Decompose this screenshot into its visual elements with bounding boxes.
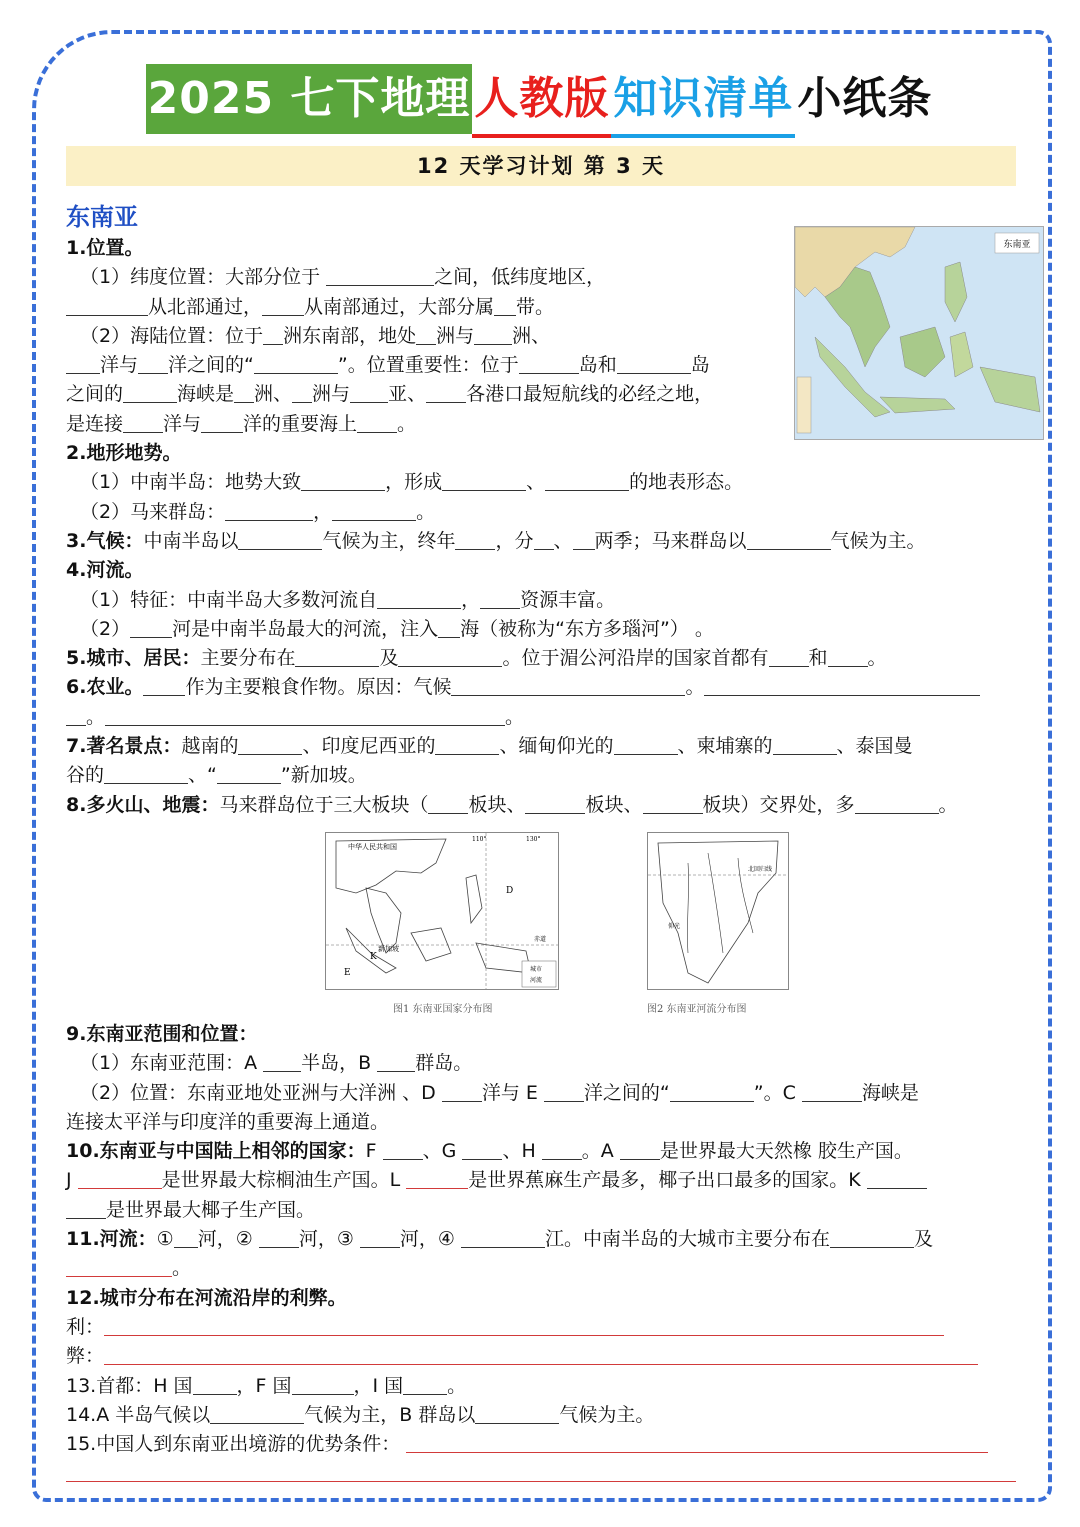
section-title: 东南亚 [66,203,138,231]
q9-heading: 9.东南亚范围和位置： [66,1023,258,1045]
fig2-label-yangon: 仰光 [668,923,681,930]
figure-2-caption: 图2 东南亚河流分布图 [647,1004,747,1015]
q9-line3: 连接太平洋与印度洋的重要海上通道。 [66,1110,390,1133]
fig1-label-singapore: 新加坡 [378,945,399,953]
q10-line2: J 是世界最大棕榈油生产国。L 是世界蕉麻生产最多，椰子出口最多的国家。K [66,1166,1026,1195]
q15-line2 [66,1459,1026,1488]
title-part-notes: 小纸条 [797,73,933,124]
q7-line2: 谷的 、“ ”新加坡。 [66,764,367,787]
q4-line2: （2） 河是中南半岛最大的河流，注入 海（被称为“东方多瑙河”） 。 [80,617,714,640]
content-lower [66,1020,1026,1489]
fig1-label-e: E [344,968,351,978]
fig1-label-china: 中华人民共和国 [348,843,397,851]
title-part-checklist: 知识清单 [611,64,795,138]
q6-line2: 。 。 [66,703,1016,732]
fig1-label-110: 110° [472,836,487,843]
q8-line: 8.多火山、地震：马来群岛位于三大板块（ 板块、 板块、 板块）交界处，多 。 [66,793,958,816]
fig2-image [648,833,788,989]
figure-group [325,832,795,1018]
title-part-edition: 人教版 [472,64,611,138]
q3-line: 3.气候：中南半岛以 气候为主，终年 ，分 、 两季；马来群岛以 气候为主。 [66,529,926,552]
q1-line5: 之间的 海峡是 洲、 洲与 亚、 各港口最短航线的必经之地， [66,383,714,406]
q10-line3: 是世界最大椰子生产国。 [66,1196,1026,1225]
study-plan-banner: 12 天学习计划 第 3 天 [66,146,1016,186]
q12-heading: 12.城市分布在河流沿岸的利弊。 [66,1286,347,1309]
q2-line1: （1）中南半岛：地势大致 ，形成 、 的地表形态。 [80,471,744,494]
q1-line3: （2）海陆位置：位于 洲东南部，地处 洲与 洲、 [80,324,551,347]
q7-line1: 7.著名景点：越南的 、印度尼西亚的 、缅甸仰光的 、柬埔寨的 、泰国曼 [66,735,913,758]
content-upper [66,200,1016,820]
fig1-label-k: K [370,952,377,962]
q14-line: 14.A 半岛气候以 气候为主，B 群岛以 气候为主。 [66,1403,655,1426]
fig1-label-d: D [506,886,514,896]
page-title [0,64,1080,138]
q4-line1: （1）特征：中南半岛大多数河流自 ， 资源丰富。 [80,588,616,611]
q13-line: 13.首都：H 国 ，F 国 ，I 国 。 [66,1374,467,1397]
figure-1-caption: 图1 东南亚国家分布图 [393,1004,493,1015]
figure-1-country-map [325,832,559,990]
fig1-image [326,833,558,989]
fig1-label-130: 130° [526,836,541,843]
title-part-grade: 2025 七下地理 [146,64,473,134]
fig1-legend-city: 城市 [530,966,543,973]
q5-line: 5.城市、居民：主要分布在 及 。位于湄公河沿岸的国家首都有 和 。 [66,647,887,670]
q1-heading: 1.位置。 [66,237,144,259]
q2-line2: （2）马来群岛： ， 。 [80,500,436,523]
q9-line2: （2）位置：东南亚地处亚洲与大洋洲 、D 洋与 E 洋之间的“ ”。C 海峡是 [80,1081,919,1104]
figure-2-river-map [647,832,789,990]
q6-line1: 6.农业。 作为主要粮食作物。原因：气候 。 [66,673,1016,702]
q2-heading: 2.地形地势。 [66,442,182,465]
q12-con-line: 弊： [66,1342,1026,1371]
q11-line1: 11.河流：① 河，② 河，③ 河，④ 江。中南半岛的大城市主要分布在 及 [66,1228,934,1251]
q1-line2: 从北部通过， 从南部通过，大部分属 带。 [66,293,1016,322]
q1-line1: （1）纬度位置：大部分位于 之间，低纬度地区， [80,266,606,289]
q1-line4: 洋与 洋之间的“ ”。位置重要性：位于 岛和 岛 [66,351,1016,380]
fig1-label-equator: 赤道 [534,936,547,943]
q12-pro-line: 利： [66,1313,1026,1342]
q11-line2: 。 [66,1254,1026,1283]
q1-line6: 是连接 洋与 洋的重要海上 。 [66,412,417,435]
q10-line1: 10.东南亚与中国陆上相邻的国家：F 、G 、H 。A 是世界最大天然橡 胶生产国。 [66,1140,913,1163]
q9-line1: （1）东南亚范围：A 半岛，B 群岛。 [80,1052,473,1075]
q15-line1: 15.中国人到东南亚出境游的优势条件： [66,1430,1026,1459]
fig1-legend-river: 河流 [530,977,543,984]
q4-heading: 4.河流。 [66,559,144,582]
fig2-label-tropic: 北回归线 [748,866,773,873]
svg-text:东南亚: 东南亚 [1003,240,1031,250]
